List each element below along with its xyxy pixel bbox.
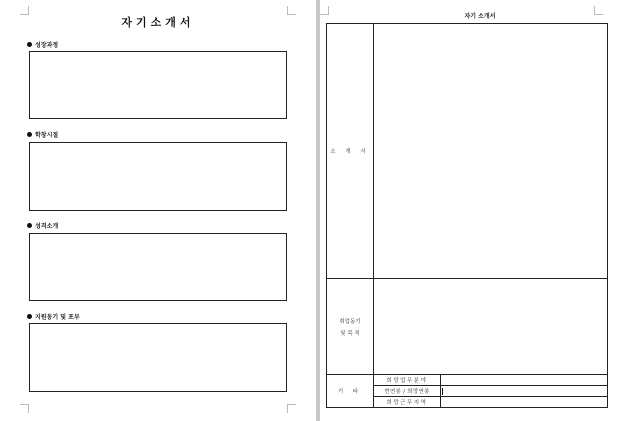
motivation-label-line2: 및 목 적: [340, 330, 360, 337]
document-title: 자기소개서: [121, 16, 195, 29]
motivation-label-cell: [327, 279, 374, 375]
desired-job-label-cell: [374, 375, 441, 386]
motivation-label-line1: 취업동기: [339, 318, 361, 325]
form-title: 자기 소개서: [464, 13, 496, 20]
section-heading-motivation: [27, 312, 80, 321]
left-page: [0, 0, 316, 421]
location-field[interactable]: [441, 397, 608, 408]
section-heading-label: 성격소개: [35, 223, 59, 230]
page-corner-mark: [20, 404, 29, 413]
growth-textbox[interactable]: [29, 51, 287, 119]
intro-label-cell: [327, 24, 374, 279]
text-cursor: [442, 388, 443, 395]
motivation-content-cell[interactable]: [374, 279, 608, 375]
section-heading-label: 성장과정: [35, 42, 59, 49]
location-label-cell: [374, 397, 441, 408]
bullet-icon: [27, 132, 32, 137]
bullet-icon: [27, 223, 32, 228]
desired-job-label: 희망업무분야: [386, 378, 428, 384]
salary-field[interactable]: [441, 386, 608, 397]
salary-label-cell: [374, 386, 441, 397]
section-heading-growth: [27, 40, 58, 49]
self-intro-form-table: [326, 23, 608, 408]
page-corner-mark: [287, 404, 296, 413]
desired-job-field[interactable]: [441, 375, 608, 386]
personality-textbox[interactable]: [29, 233, 287, 301]
bullet-icon: [27, 42, 32, 47]
right-page: [320, 0, 640, 421]
bullet-icon: [27, 314, 32, 319]
intro-label: 소 개 서: [330, 149, 370, 155]
section-heading-school: [27, 130, 58, 139]
section-heading-label: 지원동기 및 포부: [35, 314, 80, 321]
etc-label: 기 타: [337, 389, 363, 395]
motivation-textbox[interactable]: [29, 323, 287, 392]
school-textbox[interactable]: [29, 142, 287, 211]
section-heading-personality: [27, 221, 58, 230]
section-heading-label: 학창시절: [35, 132, 59, 139]
location-label: 희망근무지역: [386, 400, 428, 406]
etc-label-cell: [327, 375, 374, 408]
salary-label: 현연봉 / 희망연봉: [384, 389, 430, 395]
intro-content-cell[interactable]: [374, 24, 608, 279]
